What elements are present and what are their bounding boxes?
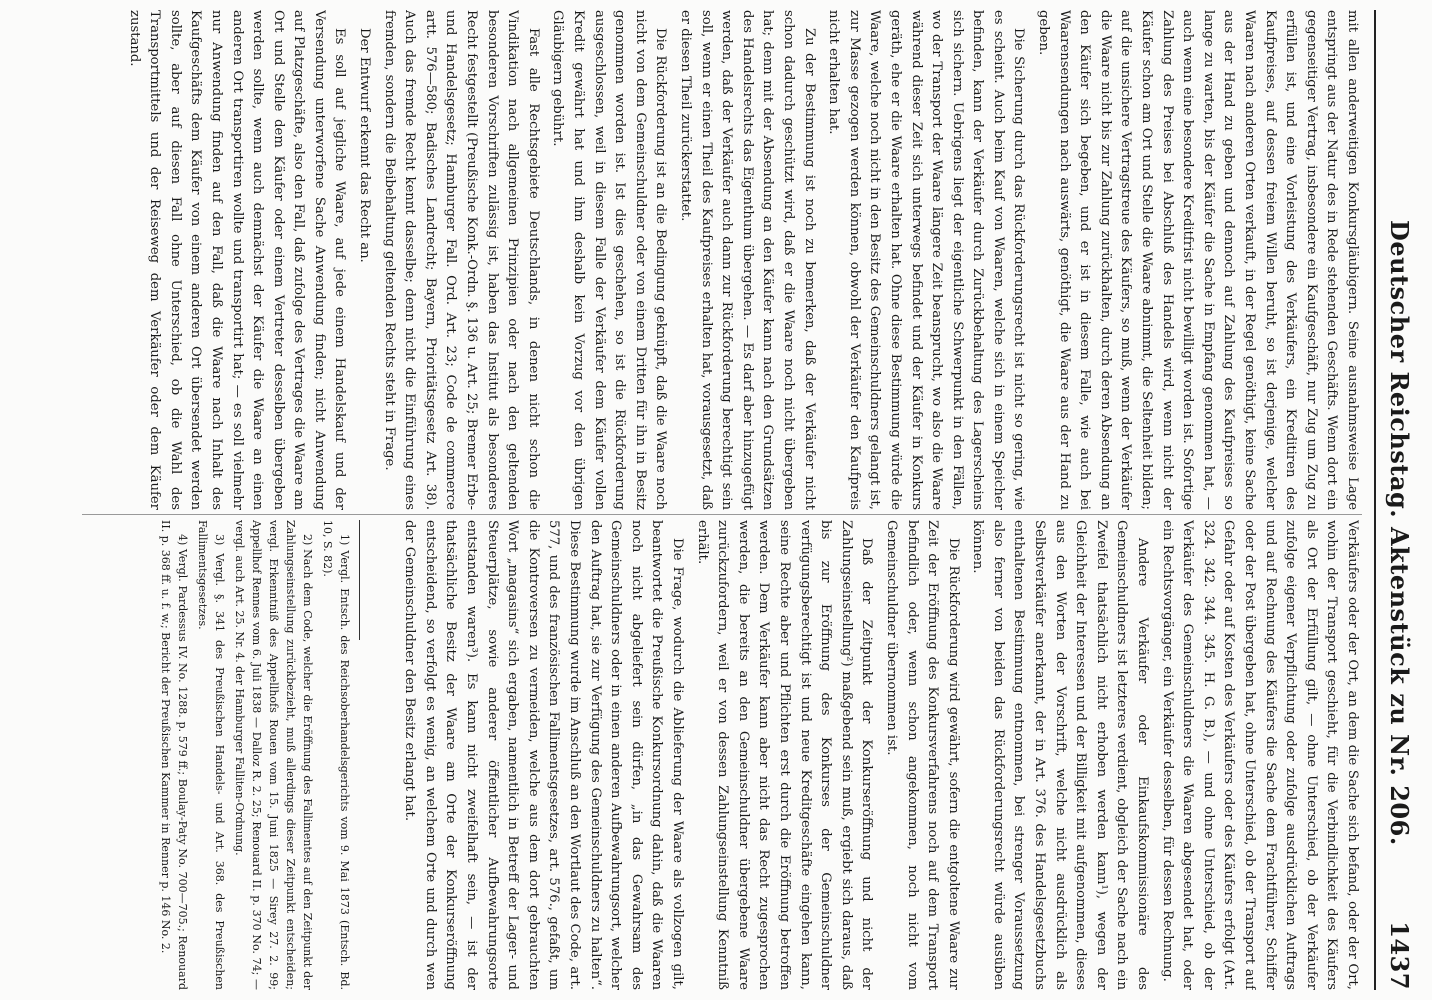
footnote: 1) Vergl. Entsch. des Reichsoberhandelsgerichts vom 9. Mai 1873 (Entsch. Bd. 10, S. 82). (321, 520, 351, 990)
paragraph: Die Rückforderung wird gewährt, sofern die entgoltene Waare zur Zeit der Eröffnung des Konkursverfahrens noch auf dem Transport befindlich oder, wenn schon angekommen, noch nicht vom Gemeinschuldner übernommen ist. (883, 520, 961, 990)
column-separator (82, 514, 1362, 515)
footnote: 3) Vergl. §. 341 des Preußischen Handels- und Art. 368. des Preußischen Fallimentsgesetzes. (196, 520, 226, 990)
paragraph: Zu der Bestimmung ist noch zu bemerken, daß der Verkäufer nicht schon dadurch geschützt wird, daß er die Waare noch nicht übergeben hat; denn mit der Absendung an den Käufer kann nach den Grundsätzen des Handelsrechts das Eigenthum übergehen. — Es darf aber hinzugefügt werden, daß der Verkäufer auch dann zur Rückforderung berechtigt sein soll, wenn er einen Theil des Kaufpreises erhalten hat, vorausgesetzt, daß er diesen Theil zurückerstattet. (678, 10, 817, 510)
paragraph: Fast alle Rechtsgebiete Deutschlands, in denen nicht schon die Vindikation nach allgemeinen Prinzipien oder nach den geltenden besonderen Vorschriften zulässig ist, haben das Institut als besonderes Recht festgestellt (Preußische Konk.-Ordn. §. 136 u. Art. 25; Bremer Erbe- und Handelsgesetz; Hamburger Fall. Ord. Art. 23; Code de commerce artt. 576—580; Badisches Landrecht; Bayern, Prioritätsgesetz Art. 38). Auch das fremde Recht kennt dasselbe; denn nicht die Einführung eines fremden, sondern die Beibehaltung geltenden Rechts steht in Frage. (381, 10, 541, 510)
page-title: Deutscher Reichstag. Aktenstück zu Nr. 206. (1385, 220, 1414, 846)
footnote-rule (359, 520, 360, 640)
footnote: 4) Vergl. Pardessus IV. No. 1288. p. 579 ff.; Boulay-Paty No. 700—705.; Renouard II. p. 368 ff. u. f. w.; Bericht der Preußischen Kammer in Renner p. 146 No. 2. (159, 520, 189, 990)
paragraph: Es soll auf jegliche Waare, auf jede einem Handelskauf und der Versendung unterworfene Sache Anwendung finden; nicht Anwendung auf Platzgeschäfte, also den Fall, daß zufolge des Vertrages die Waare am Ort und Stelle dem Käufer oder einem Vertreter desselben übergeben werden sollte, wenn auch demnächst der Käufer die Waare an einen anderen Ort transportiren wollte und transportirt hat; — es soll vielmehr nur Anwendung finden auf den Fall, daß die Waare nach Inhalt des Kaufgeschäfts dem Käufer von einem anderen Ort übersendet werden sollte, aber auf diesen Fall ohne Unterschied, ob die Wahl des Transportmittels und der Reiseweg dem Verkäufer oder dem Käufer zustand. (126, 10, 348, 510)
paragraph: Die Sicherung durch das Rückforderungsrecht ist nicht so gering, wie es scheint. Auch beim Kauf von Waaren, welche sich in einem Speicher befinden, kann der Verkäufer durch Zurückbehaltung des Lagerscheins sich sichern. Uebrigens liegt der eigentliche Schwerpunkt in den Fällen, wo der Transport der Waare längere Zeit beansprucht, wo also die Waare während dieser Zeit sich unterwegs befindet und der Käufer in Konkurs geräth, ehe er die Waare erhalten hat. Ohne diese Bestimmung würde die Waare, welche noch nicht in den Besitz des Gemeinschuldners gelangt ist, zur Masse gezogen werden können, obwohl der Verkäufer den Kaufpreis nicht erhalten hat. (826, 10, 1027, 510)
footnotes (154, 520, 360, 990)
paragraph: Verkäufers oder der Ort, an dem die Sache sich befand, oder der Ort, wohin der Transport geschieht, für die Verbindlichkeit des Käufers als Ort der Erfüllung gilt, — ohne Unterschied, ob der Verkäufer zufolge eigener Verpflichtung oder zufolge ausdrücklichen Auftrags und auf Rechnung des Käufers die Sache dem Frachtführer, Schiffer oder der Post übergeben hat, ohne Unterschied, ob der Transport auf Gefahr oder auf Kosten des Verkäufers oder des Käufers erfolgt (Art. 324. 342. 344. 345. H. G. B.), — und ohne Unterschied, ob der Verkäufer des Gemeinschuldners die Waaren abgesendet hat, oder ein Rechtsvorgänger, ein Verkäufer desselben, für dessen Rechnung. (1159, 520, 1360, 990)
paragraph: Die Frage, wodurch die Ablieferung der Waare als vollzogen gilt, beantwortet die Preußische Konkursordnung dahin, daß die Waaren noch nicht abgeliefert sein dürfen, „in das Gewahrsam des Gemeinschuldners oder in einen anderen Aufbewahrungsort, welcher den Auftrag hat, sie zur Verfügung des Gemeinschuldners zu halten“. Diese Bestimmung wurde im Anschluß an den Wortlaut des Code, art. 577, und des französischen Fallimentsgesetzes, art. 576., gefaßt, um die Kontroversen zu vermeiden, welche aus dem dort gebrauchten Wort „magasins“ sich ergaben, namentlich in Betreff der Lager- und Steuerplätze, sowie anderer öffentlicher Aufbewahrungsorte entstanden waren³). Es kann nicht zweifelhaft sein, — ist der thatsächliche Besitz der Waare am Orte der Konkurseröffnung entscheidend, so verfolgt es wenig, an welchem Orte und durch wen der Gemeinschuldner den Besitz erlangt hat. (402, 520, 685, 990)
footnote: 2) Nach dem Code, welcher die Eröffnung des Fallimentes auf den Zeitpunkt der Zahlungseinstellung zurückbezieht, muß allerdings dieser Zeitpunkt entscheiden; vergl. Erkenntniß des Appellhofs Rouen vom 15. Juni 1825 — Sirey 27. 2. 99; Appellhof Rennes vom 6. Juli 1838 — Dalloz R. 2. 25; Renouard II. p. 370 No. 74; — vergl. auch Art. 25. Nr. 4. der Hamburger Falliten-Ordnung. (233, 520, 314, 990)
page-header (1380, 10, 1414, 990)
paragraph: Daß der Zeitpunkt der Konkurseröffnung und nicht der Zahlungseinstellung²) maßgebend sein muß, ergiebt sich daraus, daß bis zur Eröffnung des Konkurses der Gemeinschuldner verfügungsberechtigt ist und neue Kreditgeschäfte eingehen kann, seine Rechte aber und Pflichten erst durch die Eröffnung betroffen werden. Dem Verkäufer kann aber nicht das Recht zugesprochen werden, die bereits an den Gemeinschuldner übergebene Waare zurückzufordern, weil er von dessen Zahlungseinstellung Kenntniß erhält. (694, 520, 875, 990)
paragraph: Der Entwurf erkennt das Recht an. (357, 28, 373, 263)
left-column (92, 10, 1362, 510)
page-number: 1437 (1385, 921, 1414, 990)
header-rule (1374, 10, 1376, 990)
paragraph: mit allen anderweitigen Konkursgläubigern. Seine ausnahmsweise Lage entspringt aus der Natur des in Rede stehenden Geschäfts. Wenn dort ein gegenseitiger Vertrag, insbesondere ein Kaufgeschäft, nur Zug um Zug zu erfüllen ist, und eine Vorleistung des Verkäufers, ein Kreditiren des Kaufpreises, auf dessen freiem Willen beruht, so ist derjenige, welcher Waaren nach anderen Orten verkauft, in der Regel genöthigt, keine Sache aus der Hand zu geben und dennoch auf Zahlung des Kaufpreises so lange zu warten, bis der Käufer die Sache in Empfang genommen hat, — auch wenn eine besondere Kreditfrist nicht bewilligt worden ist. Sofortige Zahlung des Preises bei Abschluß des Handels wird, wenn nicht der Käufer schon am Ort und Stelle die Waare abnimmt, die Seltenheit bilden; auf die unsichere Vertragstreue des Käufers, so muß, wenn der Verkäufer die Waare nicht bis zur Zahlung zurückhalten, durch deren Absendung an den Käufer sich begeben, und er ist in diesem Falle, wie auch bei Waarensendungen nach auswärts, genöthigt, die Waare aus der Hand zu geben. (1036, 10, 1360, 510)
paragraph: Die Rückforderung ist an die Bedingung geknüpft, daß die Waare noch nicht von dem Gemeinschuldner oder von einem Dritten für ihn in Besitz genommen worden ist. Ist dies geschehen, so ist die Rückforderung ausgeschlossen, weil in diesem Falle der Verkäufer dem Käufer vollen Kredit gewährt hat und ihm deshalb kein Vorzug vor den übrigen Gläubigern gebührt. (550, 10, 669, 510)
right-column (372, 520, 1362, 990)
paragraph: Andere Verkäufer oder Einkaufskommissionäre des Gemeinschuldners ist letzteres verdient, obgleich der Sache nach ein Zweifel thatsächlich nicht erhoben werden kann¹), wegen der Gleichheit der Interessen und der Billigkeit mit aufgenommen, dieses aus den Worten der Vorschrift, welche nicht ausdrücklich als Selbstverkäufer anerkannt, der in Art. 376. des Handelsgesetzbuchs enthaltenen Bestimmung entnommen, bei strenger Voraussetzung also ferner von beiden das Rückforderungsrecht würde ausüben können. (970, 520, 1151, 990)
